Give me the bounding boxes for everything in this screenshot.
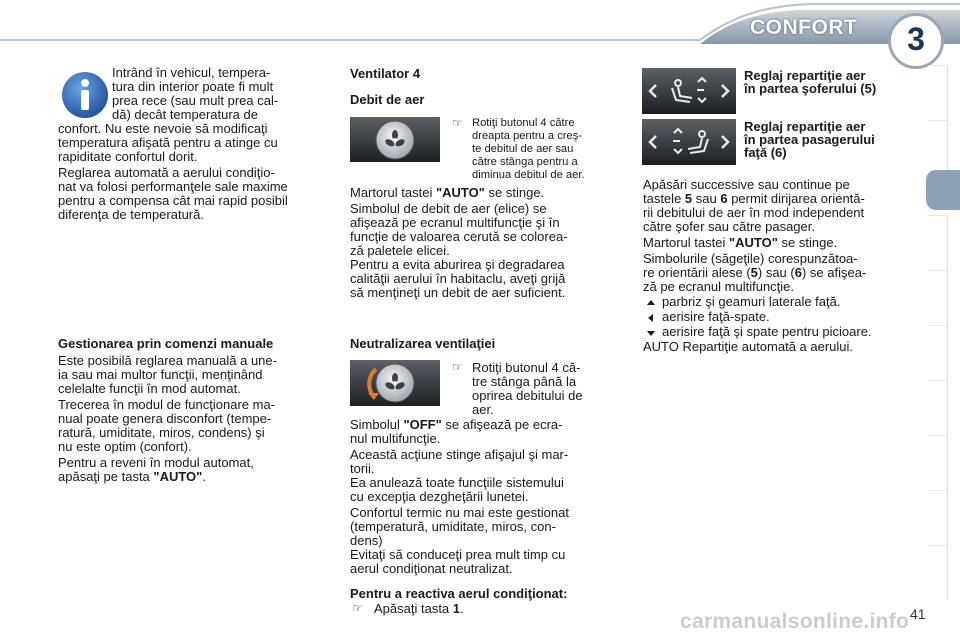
manual-line: Este posibilă reglarea manuală a une- [58,353,277,368]
indicator-text: Martorul tastei [643,235,729,250]
manual-line: ia sau mai multor funcţii, menţinând [58,367,263,382]
intro2-line: pentru a compensa cât mai rapid posibil [58,193,288,208]
chapter-number: 3 [907,21,925,57]
press-end: . [460,601,464,616]
rotate-line: diminua debitul de aer. [472,169,585,181]
successive-line: către şofer sau către pasager. [643,219,815,234]
manual-text: apăsaţi pe tasta [58,469,154,484]
side-tab[interactable] [928,120,948,175]
avoid-line: Pentru a evita aburirea şi degradarea [350,257,565,272]
intro-line: Intrând în vehicul, tempera- [112,65,271,80]
key-6: 6 [794,265,802,280]
manual-line: nual poate genera disconfort (tempe- [58,411,272,426]
intro-line: rapiditate confortul dorit. [58,149,198,164]
arrow-left-icon [646,313,656,323]
hand-pointer-icon: ☞ [452,116,463,130]
rotate-left-line: Rotiţi butonul 4 că- [472,360,581,375]
side-tab[interactable] [928,325,948,380]
auto-distribution-line: AUTO Repartiţie automată a aerului. [643,339,854,354]
indicator-line [350,186,612,200]
side-tab[interactable] [928,65,948,120]
driver-heading-line: în partea şoferului (5) [744,81,877,96]
manual-line: nu este optim (confort). [58,439,192,454]
key-5: 5 [684,191,693,206]
successive-line: rii debitului de aer în mod independent [643,205,865,220]
press-line [374,602,574,616]
indicator-text: se stinge. [777,235,838,250]
symbols-text: re orientării alese ( [643,265,751,280]
key-5: 5 [750,265,758,280]
manual-end: . [202,469,206,484]
key-1: 1 [452,601,461,616]
passenger-heading-line: în partea pasagerului [744,132,875,147]
manual-line-last [58,470,320,484]
auto-key: "AUTO" [435,185,485,200]
rotate-left-line: oprirea debitului de [472,388,583,403]
symbols-line: Simbolurile (săgeţile) corespunzătoa- [643,251,858,266]
avoid-line: calităţii aerului în habitaclu, aveţi grijă [350,271,566,286]
page-title: CONFORT [750,16,858,39]
passenger-distribution-panel [642,119,736,165]
avoid2-line: Evitaţi să conduceţi prea mult timp cu [350,547,566,562]
driver-distribution-panel [642,68,736,114]
fan-heading: Ventilator 4 [350,66,421,81]
flow-heading: Debit de aer [350,92,425,107]
side-tab-active[interactable] [926,170,960,210]
passenger-heading-line: faţă (6) [744,145,787,160]
thermal-line: dens) [350,533,383,548]
hand-pointer-icon: ☞ [352,601,363,615]
arrow-down-icon [646,328,656,338]
thermal-line: Confortul termic nu mai este gestionat [350,505,569,520]
bullet-text: aerisire faţă-spate. [662,309,770,324]
rotate-text: Rotiţi butonul 4 către [472,117,575,129]
symbols-text: ) se afişea- [801,265,867,280]
off-text: se afişează pe ecra- [441,417,563,432]
intro2-line: diferenţa de temperatură. [58,207,204,222]
symbols-text: ) sau ( [757,265,795,280]
side-tab[interactable] [928,215,948,270]
successive-text: sau [692,191,721,206]
symbols-line: ză pe ecranul multifuncţie. [643,279,795,294]
off-text: Simbolul [350,417,404,432]
info-icon [60,70,110,120]
rotate-left-line: tre stânga până la [472,374,577,389]
auto-key: "AUTO" [153,469,203,484]
successive-text: tastele [643,191,685,206]
symbol-line: funcţie de valoarea cerută se colorea- [350,229,568,244]
manual-line: Pentru a reveni în modul automat, [58,455,254,470]
indicator-line [643,236,905,250]
avoid2-line: aerul condiţionat neutralizat. [350,561,513,576]
successive-text: permit dirijarea orientă- [727,191,865,206]
indicator-text: se stinge. [484,185,545,200]
rotate-line: către stânga pentru a [472,156,578,168]
auto-key: "AUTO" [728,235,778,250]
page-number: 41 [910,606,926,622]
chapter-badge [888,13,944,69]
bullet-text: aerisire faţă şi spate pentru picioare. [662,324,872,339]
side-tab[interactable] [928,490,948,545]
off-line: nul multifuncţie. [350,431,441,446]
key-6: 6 [720,191,728,206]
thermal-line: (temperatură, umiditate, miros, con- [350,519,556,534]
bullet-text: parbriz şi geamuri laterale faţă. [662,294,841,309]
intro2-line: nat va folosi performanţele sale maxime [58,179,288,194]
side-tab[interactable] [928,435,948,490]
intro-line: dă) decât temperatura de [112,107,258,122]
manual-line: Trecerea în modul de funcţionare ma- [58,397,276,412]
side-tab[interactable] [928,545,948,600]
fan-knob-image [350,117,440,162]
intro2-line: Reglarea automată a aerului condiţio- [58,165,275,180]
driver-heading-line: Reglaj repartiţie aer [744,68,866,83]
press-text: Apăsaţi tasta [374,601,453,616]
symbol-line: ză paletele elicei. [350,243,450,258]
symbol-line: afişează pe ecranul multifuncţie şi în [350,215,560,230]
successive-line: Apăsări successive sau continue pe [643,177,850,192]
side-tab[interactable] [928,380,948,435]
action-line: torii. [350,461,375,476]
rotate-line: dreapta pentru a creş- [472,130,583,142]
rotate-line [472,117,610,130]
intro-line: confort. Nu este nevoie să modificaţi [58,121,268,136]
rotate-line: te debitul de aer sau [472,143,574,155]
manual-line: ratură, umiditate, miros, condens) şi [58,425,265,440]
passenger-heading-line: Reglaj repartiţie aer [744,119,866,134]
rotate-left-line: aer. [472,402,494,417]
cancel-line: Ea anulează toate funcţiile sistemului [350,475,564,490]
manual-line: celelalte funcţii în mod automat. [58,381,241,396]
side-tab[interactable] [928,270,948,325]
cancel-line: cu excepţia dezgheţării lunetei. [350,489,529,504]
action-line: Această acţiune stinge afişajul şi mar- [350,447,569,462]
fan-knob-off-image [350,360,440,406]
intro-line: prea rece (sau mult prea cal- [112,93,279,108]
off-key: "OFF" [403,417,442,432]
intro-line: temperatura afişată pentru a atinge cu [58,135,278,150]
watermark-logo: carmanualsonline.info [680,610,910,633]
neutral-heading: Neutralizarea ventilaţiei [350,336,496,351]
intro-line: tura din interior poate fi mult [112,79,274,94]
manual-heading: Gestionarea prin comenzi manuale [58,336,274,351]
hand-pointer-icon: ☞ [452,360,463,374]
arrow-up-icon [646,298,656,308]
avoid-line: să menţineţi un debit de aer suficient. [350,285,566,300]
reactivate-heading: Pentru a reactiva aerul condiţionat: [350,586,568,601]
indicator-text: Martorul tastei [350,185,436,200]
symbol-line: Simbolul de debit de aer (elice) se [350,201,547,216]
